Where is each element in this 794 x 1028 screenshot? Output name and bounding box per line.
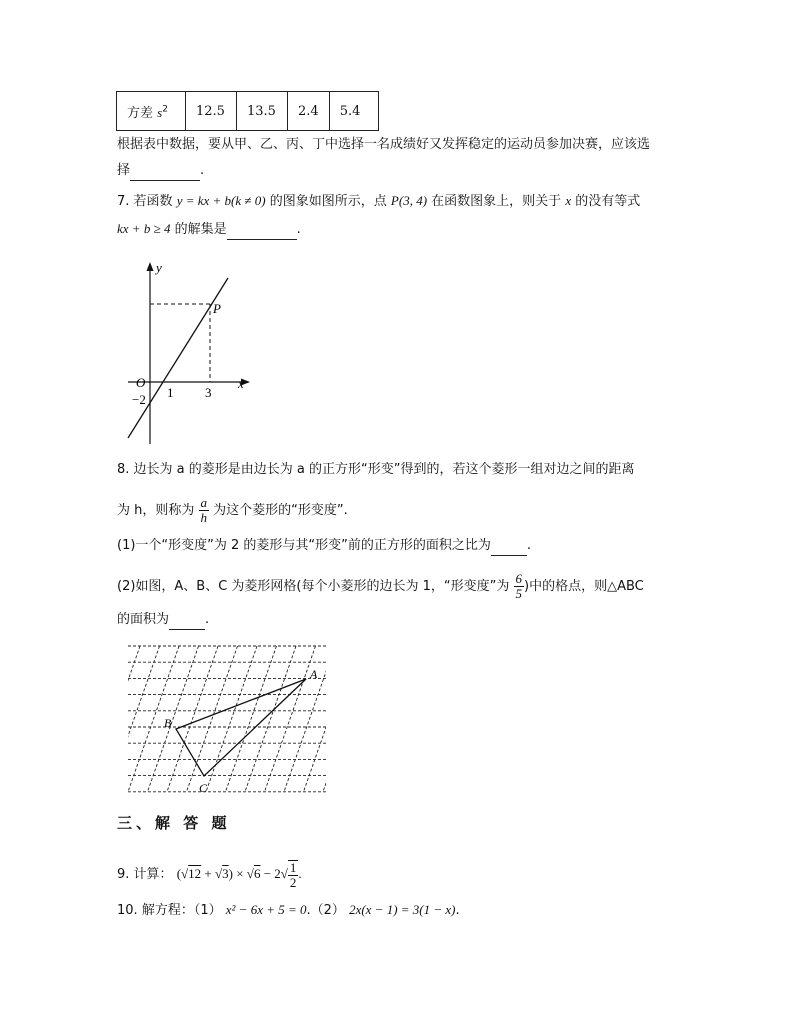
function-graph bbox=[118, 256, 258, 446]
grid-slanted-line bbox=[245, 646, 296, 792]
point-a-label: A bbox=[310, 667, 318, 681]
grid-slanted-line bbox=[187, 646, 238, 792]
answer-blank bbox=[491, 555, 527, 556]
q10-line: 10. 解方程：（1） x² − 6x + 5 = 0.（2） 2x(x − 1) = 3(1 − x). bbox=[117, 902, 460, 918]
tick-3-label: 3 bbox=[205, 385, 212, 400]
q9-line: 9. 计算： (√12 + √3) × √6 − 2√ $\frac{1}{2}$ . bbox=[117, 860, 302, 890]
q8-line1: 8. 边长为 a 的菱形是由边长为 a 的正方形“形变”得到的，若这个菱形一组对边之间的距离 bbox=[117, 462, 635, 477]
point-p-label: P bbox=[213, 301, 221, 316]
variance-cell-3: 2.4 bbox=[288, 92, 330, 131]
q7-line2: kx + b ≥ 4 的解集是 . bbox=[117, 219, 301, 240]
fraction-1-over-2: $\frac{1}{2}$ bbox=[289, 860, 297, 890]
y-axis-arrow bbox=[147, 262, 154, 271]
grid-slanted-line bbox=[265, 646, 316, 792]
q8-sub1: (1)一个“形变度”为 2 的菱形与其“形变”前的正方形的面积之比为 . bbox=[117, 536, 531, 556]
triangle-abc bbox=[176, 679, 306, 776]
q8-sub2-line2: 的面积为 . bbox=[117, 610, 209, 630]
table-row bbox=[117, 92, 379, 131]
section-title: 三、解 答 题 bbox=[117, 814, 231, 832]
q6-line2: 择 . bbox=[117, 161, 204, 181]
q6-line1: 根据表中数据，要从甲、乙、丙、丁中选择一名成绩好又发挥稳定的运动员参加决赛，应该选 bbox=[117, 137, 651, 152]
grid-slanted-line bbox=[226, 646, 277, 792]
origin-label: O bbox=[136, 375, 146, 390]
grid-slanted-line bbox=[148, 646, 199, 792]
q9-expression: (√12 + √3) × √6 − 2√ $\frac{1}{2}$ . bbox=[176, 860, 302, 890]
variance-label-cell: 方差 $s^2$ bbox=[117, 92, 186, 131]
grid-lines bbox=[128, 646, 330, 792]
tick-1-label: 1 bbox=[167, 385, 174, 400]
grid-slanted-line bbox=[128, 646, 179, 792]
answer-blank bbox=[169, 629, 205, 630]
q7-line1: 7. 若函数 y = kx + b(k ≠ 0) 的图象如图所示，点 P(3, 4) 在函数图象上，则关于 x 的没有等式 bbox=[117, 193, 641, 209]
answer-blank bbox=[130, 180, 200, 181]
point-c-label: C bbox=[199, 781, 208, 795]
variance-cell-4: 5.4 bbox=[329, 92, 378, 131]
fraction-6-over-5: $\frac{6}{5}$ bbox=[515, 571, 523, 601]
variance-cell-2: 13.5 bbox=[237, 92, 288, 131]
fraction-a-over-h: $\frac{a}{h}$ bbox=[200, 495, 208, 525]
q8-line2: 为 h，则称为 $\frac{a}{h}$ 为这个菱形的“形变度”. bbox=[117, 495, 348, 525]
tick-neg2-label: −2 bbox=[132, 392, 146, 407]
variance-cell-1: 12.5 bbox=[186, 92, 237, 131]
rhombus-grid bbox=[128, 642, 330, 802]
grid-slanted-line bbox=[323, 646, 330, 792]
y-axis-label: y bbox=[156, 260, 162, 275]
q8-sub2: (2)如图，A、B、C 为菱形网格(每个小菱形的边长为 1，“形变度”为 $\frac{6}{5}$ )中的格点，则△ABC bbox=[117, 571, 644, 601]
grid-slanted-line bbox=[206, 646, 257, 792]
variance-table bbox=[116, 91, 379, 131]
x-axis-label: x bbox=[238, 376, 244, 391]
answer-blank bbox=[227, 239, 297, 240]
point-b-label: B bbox=[164, 716, 172, 730]
grid-slanted-line bbox=[284, 646, 330, 792]
